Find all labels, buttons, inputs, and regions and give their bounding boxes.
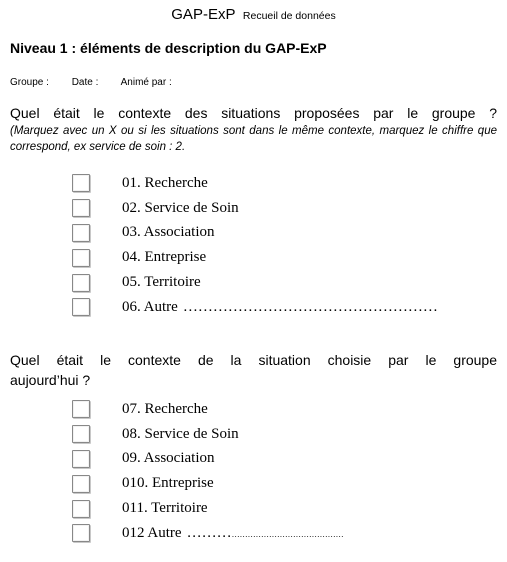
checkbox[interactable] — [72, 425, 90, 443]
question-2-text-cont: aujourd’hui ? — [10, 372, 91, 388]
document-subtitle: Recueil de données — [242, 10, 336, 22]
question-2-options — [72, 397, 344, 546]
checkbox[interactable] — [72, 249, 90, 267]
option-label: 02. Service de Soin — [122, 199, 239, 216]
group-label: Groupe : — [10, 77, 49, 88]
option-label: 010. Entreprise — [122, 475, 214, 492]
checkbox[interactable] — [72, 298, 90, 316]
option-label: 03. Association — [122, 224, 215, 241]
question-2 — [10, 350, 497, 390]
question-1 — [10, 104, 497, 155]
option-label: 05. Territoire — [122, 274, 201, 291]
checkbox[interactable] — [72, 274, 90, 292]
document-title: GAP-ExP — [171, 6, 236, 23]
option-label: 04. Entreprise — [122, 249, 207, 266]
option-label: 07. Recherche — [122, 400, 208, 417]
question-2-text: Quel était le contexte de la situation choisie par le groupe — [10, 352, 497, 368]
option-label: 06. Autre — [122, 298, 178, 315]
option-label: 09. Association — [122, 450, 215, 467]
document-header — [0, 6, 507, 24]
fill-in-line[interactable]: …………………………………………… — [182, 298, 438, 315]
option-row — [72, 521, 344, 546]
fill-in-dots-small: …………………………………… — [231, 529, 344, 539]
checkbox[interactable] — [72, 450, 90, 468]
option-label: 01. Recherche — [122, 174, 208, 191]
option-row — [72, 196, 438, 221]
checkbox[interactable] — [72, 199, 90, 217]
option-label: 012 Autre — [122, 524, 182, 541]
checkbox[interactable] — [72, 400, 90, 418]
host-label: Animé par : — [120, 77, 172, 88]
meta-line — [10, 77, 192, 88]
option-row — [72, 221, 438, 246]
level-title: Niveau 1 : éléments de description du GAP-ExP — [10, 40, 327, 56]
question-1-options — [72, 171, 438, 320]
checkbox[interactable] — [72, 475, 90, 493]
checkbox[interactable] — [72, 174, 90, 192]
option-row — [72, 447, 344, 472]
option-row — [72, 295, 438, 320]
fill-in-line[interactable] — [187, 525, 344, 542]
checkbox[interactable] — [72, 524, 90, 542]
date-label: Date : — [71, 77, 99, 88]
question-1-text: Quel était le contexte des situations proposées par le groupe ? — [10, 105, 497, 121]
option-row — [72, 471, 344, 496]
checkbox[interactable] — [72, 500, 90, 518]
fill-in-dots: ……… — [186, 524, 232, 541]
option-row — [72, 496, 344, 521]
option-row — [72, 397, 344, 422]
option-row — [72, 245, 438, 270]
option-label: 08. Service de Soin — [122, 425, 239, 442]
option-row — [72, 270, 438, 295]
option-label: 011. Territoire — [122, 500, 208, 517]
option-row — [72, 422, 344, 447]
option-row — [72, 171, 438, 196]
question-1-note: (Marquez avec un X ou si les situations sont dans le même contexte, marquez le chiffre que correspond, ex service de soin : 2. — [10, 125, 497, 153]
checkbox[interactable] — [72, 224, 90, 242]
